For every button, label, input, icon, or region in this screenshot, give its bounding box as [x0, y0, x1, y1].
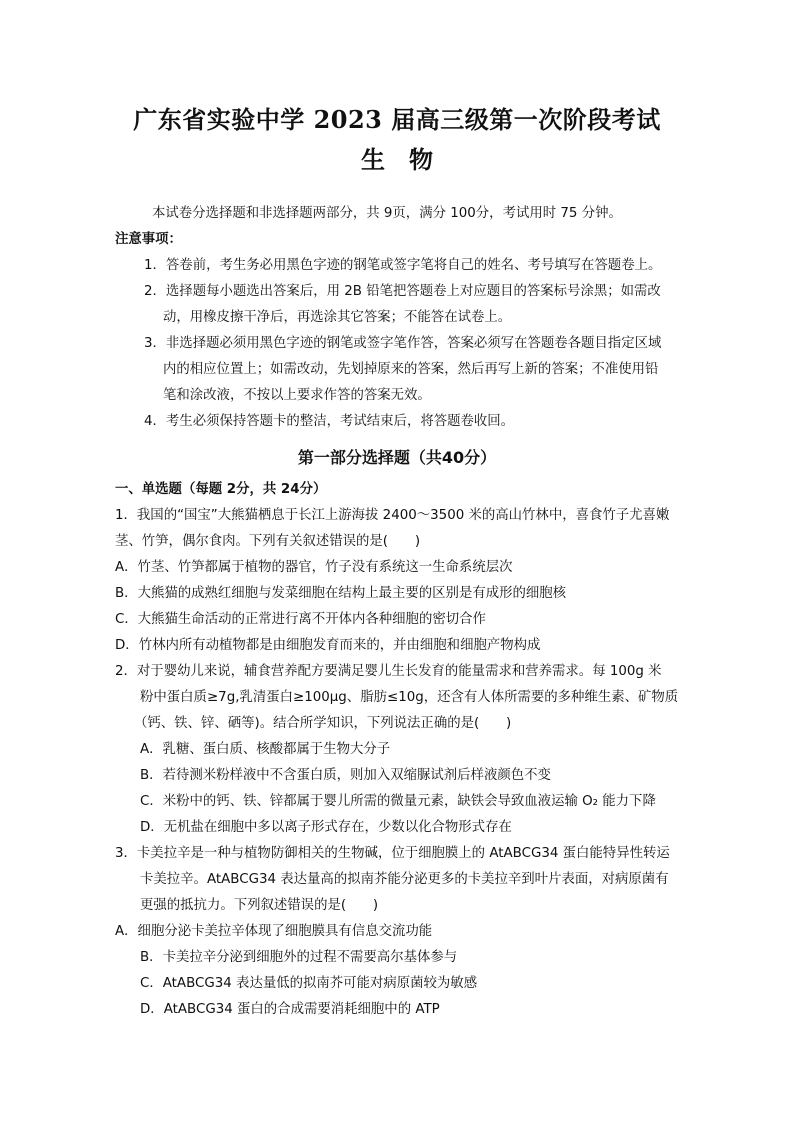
question-stem: 卡美拉辛。AtABCG34 表达量高的拟南芥能分泌更多的卡美拉辛到叶片表面，对病原菌有: [140, 872, 669, 887]
question-option: D．AtABCG34 蛋白的合成需要消耗细胞中的 ATP: [140, 1002, 440, 1017]
question-option: A．细胞分泌卡美拉辛体现了细胞膜具有信息交流功能: [115, 924, 433, 939]
question-stem: 2．对于婴幼儿来说，辅食营养配方要满足婴儿生长发育的能量需求和营养需求。每 100g 米: [115, 664, 662, 679]
question-stem: 粉中蛋白质≥7g,乳清蛋白≥100μg、脂肪≤10g，还含有人体所需要的多种维生素、矿物质: [140, 690, 679, 705]
question-option: D．无机盐在细胞中多以离子形式存在，少数以化合物形式存在: [140, 820, 512, 835]
section-title: 第一部分选择题（共40分）: [297, 448, 497, 467]
notice-heading: 注意事项：: [115, 232, 182, 247]
part-heading: 一、单选题（每题 2分，共 24分）: [115, 482, 327, 497]
question-option: B．若待测米粉样液中不含蛋白质，则加入双缩脲试剂后样液颜色不变: [140, 768, 551, 783]
notice-line: 动，用橡皮擦干净后，再选涂其它答案；不能答在试卷上。: [163, 310, 512, 325]
question-stem: 茎、竹笋，偶尔食肉。下列有关叙述错误的是( ): [115, 534, 421, 549]
question-option: C．大熊猫生命活动的正常进行离不开体内各种细胞的密切合作: [115, 612, 486, 627]
exam-title: 广东省实验中学 2023 届高三级第一次阶段考试: [133, 105, 661, 134]
notice-line: 1．答卷前，考生务必用黑色字迹的钢笔或签字笔将自己的姓名、考号填写在答题卷上。: [144, 258, 662, 273]
question-option: D．竹林内所有动植物都是由细胞发育而来的，并由细胞和细胞产物构成: [115, 638, 541, 653]
question-stem: 1．我国的“国宝”大熊猫栖息于长江上游海拔 2400～3500 米的高山竹林中，喜食竹子尤喜嫩: [115, 508, 670, 523]
exam-subject: 生 物: [361, 145, 433, 174]
exam-intro: 本试卷分选择题和非选择题两部分，共 9页，满分 100分，考试用时 75 分钟。: [152, 206, 622, 221]
notice-line: 3．非选择题必须用黑色字迹的钢笔或签字笔作答，答案必须写在答题卷各题目指定区域: [144, 336, 662, 351]
question-option: A．乳糖、蛋白质、核酸都属于生物大分子: [140, 742, 391, 757]
notice-line: 内的相应位置上；如需改动，先划掉原来的答案，然后再写上新的答案；不准使用铅: [163, 362, 659, 377]
question-option: B．卡美拉辛分泌到细胞外的过程不需要高尔基体参与: [140, 950, 458, 965]
notice-line: 4．考生必须保持答题卡的整洁，考试结束后，将答题卷收回。: [144, 414, 515, 429]
question-option: C．米粉中的钙、铁、锌都属于婴儿所需的微量元素，缺铁会导致血液运输 O₂ 能力下降: [140, 794, 656, 809]
notice-line: 笔和涂改液，不按以上要求作答的答案无效。: [163, 388, 431, 403]
question-stem: 更强的抵抗力。下列叙述错误的是( ): [140, 898, 379, 913]
notice-line: 2．选择题每小题选出答案后，用 2B 铅笔把答题卷上对应题目的答案标号涂黑；如需改: [144, 284, 661, 299]
question-option: B．大熊猫的成熟红细胞与发菜细胞在结构上最主要的区别是有成形的细胞核: [115, 586, 567, 601]
question-stem: 3．卡美拉辛是一种与植物防御相关的生物碱，位于细胞膜上的 AtABCG34 蛋白能特异性转运: [115, 846, 670, 861]
question-option: A．竹茎、竹笋都属于植物的器官，竹子没有系统这一生命系统层次: [115, 560, 513, 575]
question-stem: （钙、铁、锌、硒等)。结合所学知识，下列说法正确的是( ): [134, 716, 512, 731]
question-option: C．AtABCG34 表达量低的拟南芥可能对病原菌较为敏感: [140, 976, 478, 991]
